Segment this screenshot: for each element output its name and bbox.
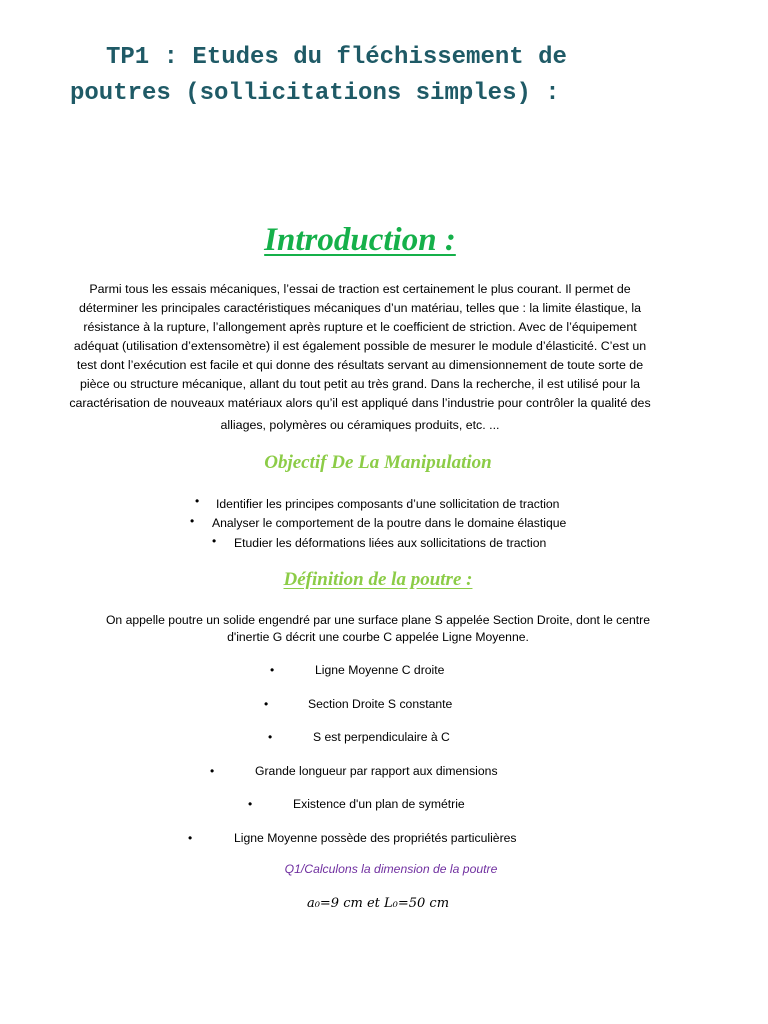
introduction-heading: Introduction : <box>264 222 456 258</box>
list-item: Ligne Moyenne possède des propriétés particulières <box>234 831 517 845</box>
definition-heading: Définition de la poutre : <box>283 569 473 590</box>
bullet-icon: • <box>210 764 215 778</box>
paragraph-line: déterminer les principales caractéristiques mécaniques d’un matériau, telles que : la limite élastique, la <box>79 301 641 315</box>
paragraph-line: On appelle poutre un solide engendré par une surface plane S appelée Section Droite, dont le centre <box>105 613 651 627</box>
document-title <box>62 40 702 112</box>
paragraph-line: pièce ou structure mécanique, allant du tout petit au très grand. Dans la recherche, il est utilisé pour la <box>80 377 640 391</box>
bullet-icon: • <box>212 534 217 548</box>
paragraph-line: test dont l’exécution est facile et qui donne des résultats servant au dimensionnement de toute sorte de <box>76 358 644 372</box>
math-formula: a₀=9 cm et L₀=50 cm <box>306 896 450 911</box>
paragraph-line: caractérisation de nouveaux matériaux alors qu’il est appliqué dans l’industrie pour contrôler la qualité des <box>69 396 651 410</box>
title-line-1: TP1 : Etudes du fléchissement de <box>106 44 567 71</box>
bullet-icon: • <box>190 514 195 528</box>
list-item: Identifier les principes composants d’une sollicitation de traction <box>216 497 560 511</box>
list-item: Etudier les déformations liées aux sollicitations de traction <box>234 536 547 550</box>
bullet-icon: • <box>188 831 193 845</box>
bullet-icon: • <box>268 730 273 744</box>
question-q1: Q1/Calculons la dimension de la poutre <box>284 862 498 876</box>
list-item: S est perpendiculaire à C <box>313 730 450 744</box>
paragraph-line: adéquat (utilisation d’extensomètre) il est également possible de mesurer le module d’élasticité. C’est un <box>73 339 647 353</box>
list-item: Section Droite S constante <box>308 697 453 711</box>
bullet-icon: • <box>264 697 269 711</box>
objectif-heading: Objectif De La Manipulation <box>264 452 492 473</box>
definition-paragraph <box>60 612 696 646</box>
introduction-paragraph <box>48 280 672 435</box>
list-item: Grande longueur par rapport aux dimensions <box>255 764 498 778</box>
list-item: Ligne Moyenne C droite <box>315 663 445 677</box>
paragraph-line: Parmi tous les essais mécaniques, l’essai de traction est certainement le plus courant. Il permet de <box>89 282 631 296</box>
bullet-icon: • <box>270 663 275 677</box>
paragraph-line: résistance à la rupture, l’allongement après rupture et le coefficient de striction. Avec de l’équipement <box>83 320 637 334</box>
paragraph-line: alliages, polymères ou céramiques produits, etc. ... <box>220 418 500 432</box>
list-item: Existence d'un plan de symétrie <box>293 797 465 811</box>
list-item: Analyser le comportement de la poutre dans le domaine élastique <box>212 516 567 530</box>
paragraph-line: d'inertie G décrit une courbe C appelée Ligne Moyenne. <box>227 630 529 644</box>
bullet-icon: • <box>195 494 200 508</box>
bullet-icon: • <box>248 797 253 811</box>
title-line-2: poutres (sollicitations simples) : <box>70 80 560 107</box>
